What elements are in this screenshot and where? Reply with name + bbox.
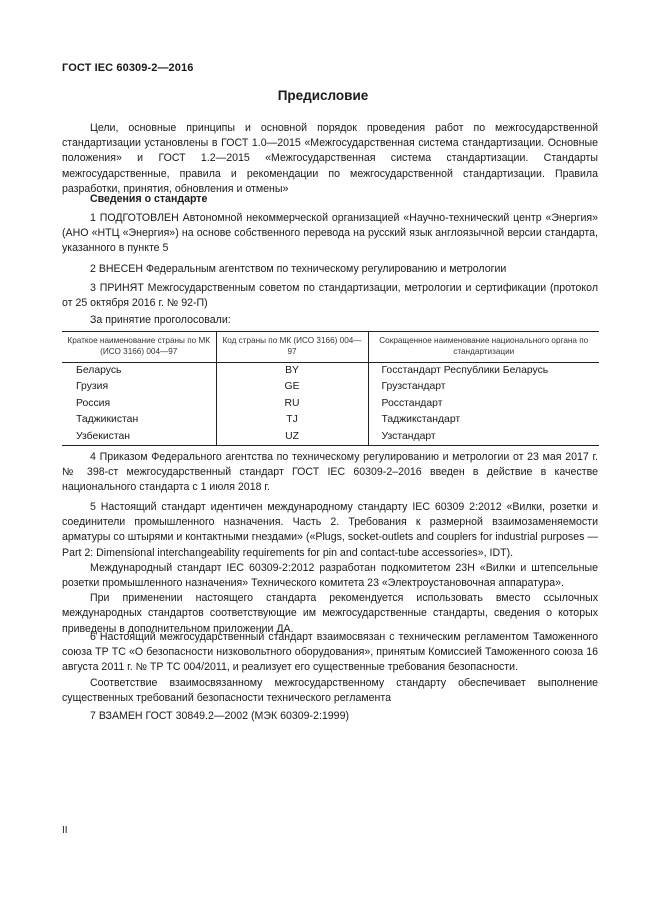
table-row [62,363,599,380]
item-5-references-text: При применении настоящего стандарта рекомендуется использовать вместо ссылочных международных стандартов соответствующие им межгосударственные стандарты, сведения о которых приведены в дополнительном приложении ДА. [62,592,598,635]
table-row [62,429,599,446]
code-cell: UZ [216,429,368,446]
table-row [62,412,599,428]
vote-label: За принятие проголосовали: [90,314,231,326]
item-2-text: 2 ВНЕСЕН Федеральным агентством по техническому регулированию и метрологии [90,263,507,275]
item-4-text: 4 Приказом Федерального агентства по техническому регулированию и метрологии от 23 мая 2017 г. № 398-ст межгосударственный стандарт ГОСТ IEC 60309-2–2016 введен в действие в качестве национального стандарта с 1 июля 2018 г. [62,451,598,494]
table-header-code: Код страны по МК (ИСО 3166) 004—97 [216,332,368,363]
code-cell: BY [216,363,368,380]
item-3 [62,281,598,311]
item-4 [62,450,598,496]
item-7-text: 7 ВЗАМЕН ГОСТ 30849.2—2002 (МЭК 60309-2:1999) [90,710,349,722]
code-cell: GE [216,379,368,395]
intro-text: Цели, основные принципы и основной порядок проведения работ по межгосударственной стандартизации установлены в ГОСТ 1.0—2015 «Межгосударственная система стандартизации. Основные положения» и ГОСТ 1.2—2015 «Межгосударственная система стандартизации. Стандарты межгосударственные, правила и рекомендации по межгосударственной стандартизации. Правила разработки, принятия, обновления и отмены» [62,122,598,195]
country-cell: Узбекистан [62,429,216,446]
item-7 [62,709,598,724]
country-cell: Россия [76,397,111,409]
item-5-developer-text: Международный стандарт IEC 60309-2:2012 разработан подкомитетом 23H «Вилки и штепсельные розетки промышленного назначения» Технического комитета 23 «Электроустановочная аппаратура». [62,561,598,590]
standard-code: ГОСТ IEC 60309-2—2016 [62,62,194,74]
body-cell: Грузстандарт [368,379,599,395]
item-6-conformity-text: Соответствие взаимосвязанному межгосударственному стандарту обеспечивает выполнение существенных требований безопасности технического регламента [62,676,598,704]
country-cell: Таджикистан [76,414,139,426]
body-cell: Таджикстандарт [368,412,599,428]
country-cell: Грузия [76,381,109,393]
item-3-text: 3 ПРИНЯТ Межгосударственным советом по стандартизации, метрологии и сертификации (протокол от 25 октября 2016 г. № 92-П) [62,282,598,310]
table-row [62,379,599,395]
body-cell: Госстандарт Республики Беларусь [368,363,599,380]
item-6-text: 6 Настоящий межгосударственный стандарт взаимосвязан с техническим регламентом Таможенного союза ТР ТС «О безопасности низковольтного оборудования», принятым Комиссией Таможенного союза 16 августа 2011 г. № ТР ТС 004/2011, и реализует его существенные требования безопасности. [62,631,598,674]
intro-paragraph [62,121,598,197]
item-2 [62,262,598,277]
table-header-body: Сокращенное наименование национального органа по стандартизации [368,332,599,363]
info-heading-block [62,192,598,207]
page-number: II [62,825,68,836]
table-row [62,396,599,412]
code-cell: TJ [216,412,368,428]
table-header-row [62,332,599,363]
code-cell: RU [216,396,368,412]
item-6 [62,630,598,706]
voting-table [62,331,599,446]
body-cell: Узстандарт [368,429,599,446]
body-cell: Росстандарт [368,396,599,412]
item-1 [62,211,598,257]
vote-label-block [62,313,598,328]
info-heading: Сведения о стандарте [90,193,208,205]
country-cell: Беларусь [76,365,122,376]
item-5 [62,500,598,637]
table-header-country: Краткое наименование страны по МК (ИСО 3166) 004—97 [62,332,216,363]
item-1-text: 1 ПОДГОТОВЛЕН Автономной некоммерческой организацией «Научно-технический центр «Энергия» (АНО «НТЦ «Энергия») на основе собственного перевода на русский язык англоязычной версии стандарта, указанного в пункте 5 [62,212,598,255]
page-title: Предисловие [277,88,369,103]
item-5-text: 5 Настоящий стандарт идентичен международному стандарту IEC 60309 2:2012 «Вилки, розетки и соединители промышленного назначения. Часть 2. Требования к размерной взаимозаменяемости арматуры со штырями и контактными гнездами» («Plugs, socket-outlets and couplers for industrial purposes — Part 2: Dimensional interchangeability requirements for pin and contact-tube accessories», IDT). [62,501,598,559]
